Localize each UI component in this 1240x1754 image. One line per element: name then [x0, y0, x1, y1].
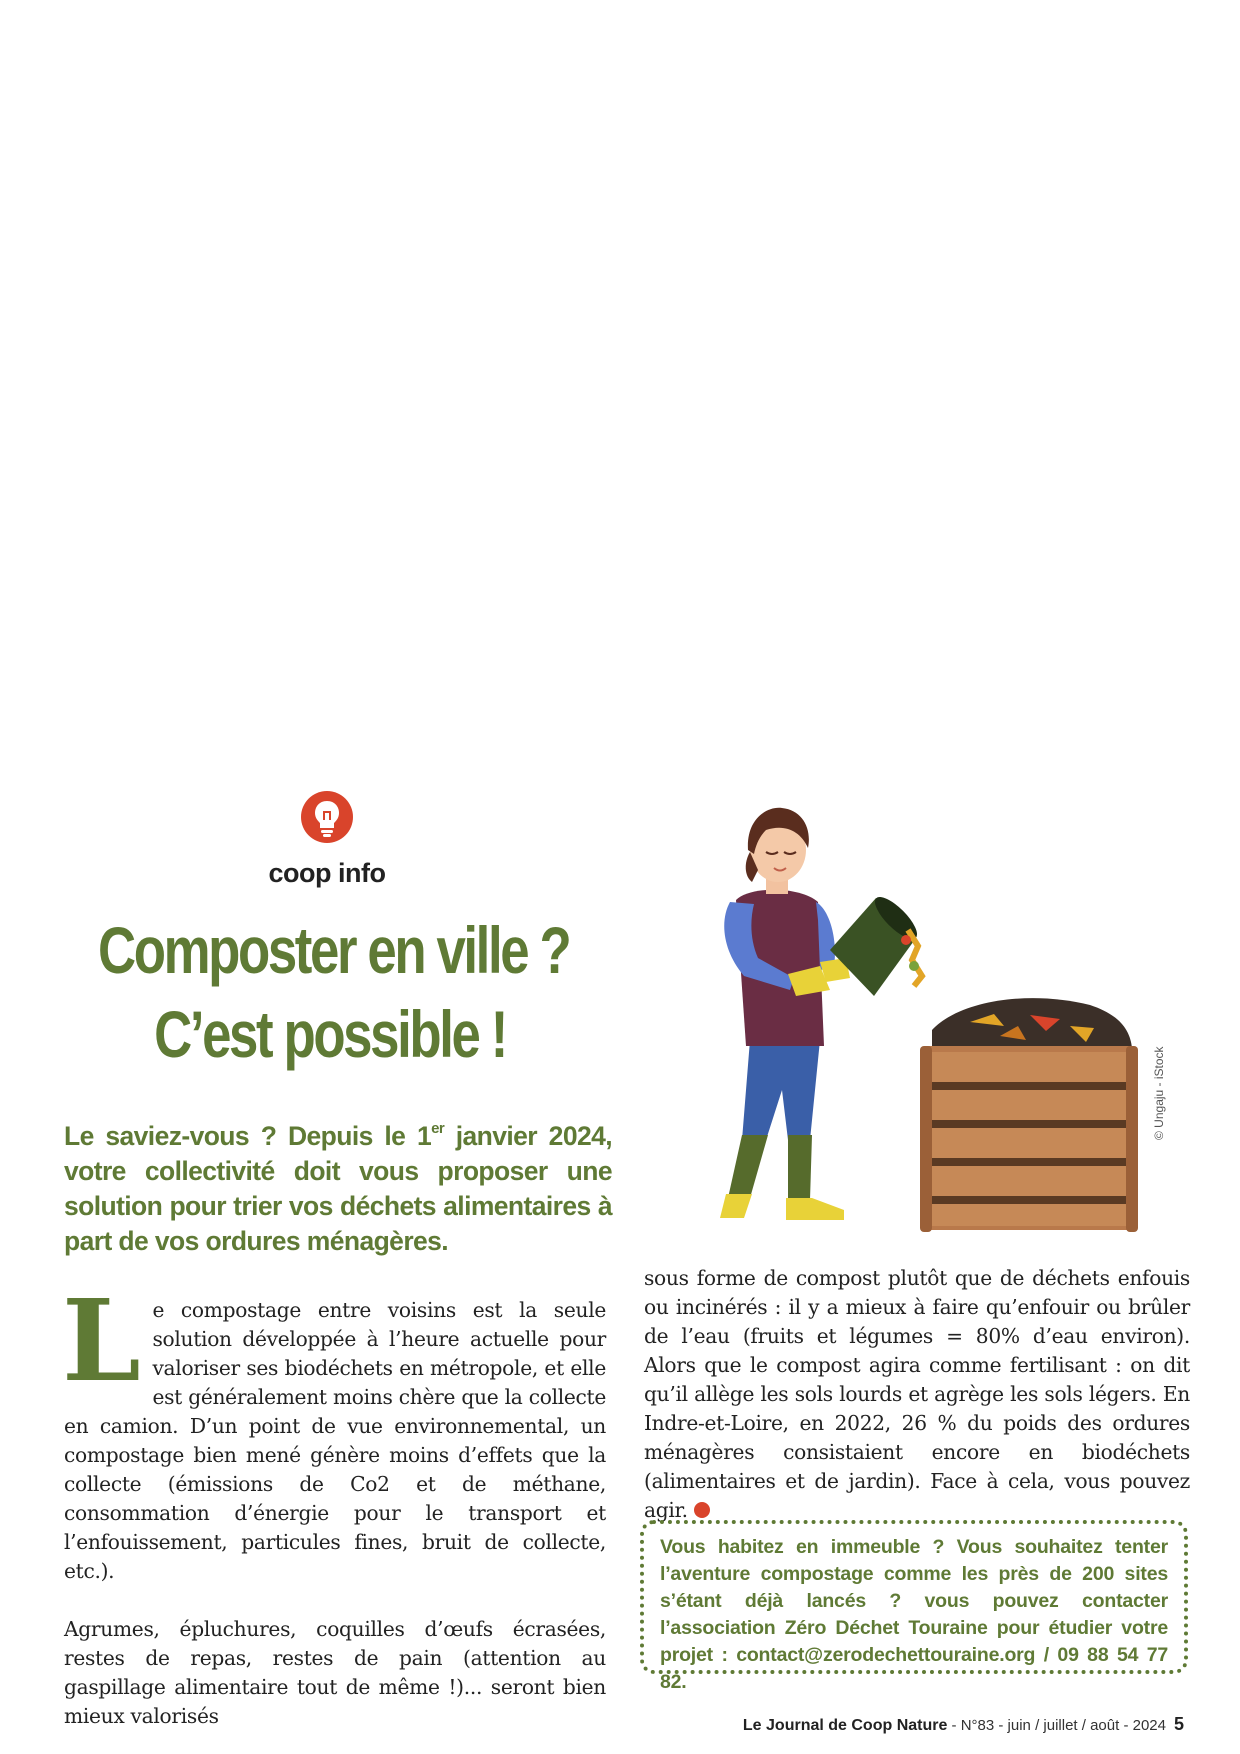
- body-paragraph-1-text: e compostage entre voisins est la seule solution développée à l’heure actuelle pour valoriser ses biodéchets en métropole, et elle est généralement moins chère que la collecte en camion. D’un point de vue environnemental, un compostage bien mené génère moins d’effets que la collecte (émissions de Co2 et de méthane, consommation d’énergie pour le transport et l’enfouissement, particules fines, bruit de collecte, etc.).: [64, 1298, 606, 1583]
- body-paragraph-1: [62, 1276, 606, 1586]
- page-number: 5: [1173, 1714, 1184, 1734]
- lead-part-1: Le saviez-vous ? Depuis le 1: [64, 1121, 432, 1151]
- title-line-2: C’est possible !: [154, 997, 506, 1071]
- body-paragraph-3: [644, 1264, 1190, 1525]
- lightbulb-icon: [300, 790, 354, 844]
- issue-info: - N°83 - juin / juillet / août - 2024: [947, 1717, 1166, 1734]
- journal-name: Le Journal de Coop Nature: [742, 1717, 948, 1734]
- body-paragraph-2: Agrumes, épluchures, coquilles d’œufs écrasées, restes de repas, restes de pain (attention au gaspillage alimentaire tout de même !)... seront bien mieux valorisés: [64, 1617, 606, 1728]
- woman-composting-illustration: [670, 790, 1150, 1250]
- end-dot-icon: [694, 1502, 710, 1518]
- lead-paragraph: [64, 1119, 612, 1259]
- photo-credit: © Ungaju - iStock: [1152, 1046, 1166, 1140]
- section-label: coop info: [268, 858, 386, 888]
- page-footer: [743, 1714, 1184, 1735]
- infobox-text: Vous habitez en immeuble ? Vous souhaitez tenter l’aventure compostage comme les près de 200 sites s’étant déjà lancés ? vous pouvez contacter l’association Zéro Déchet Touraine pour étudier votre projet : contact@zerodechettouraine.org / 09 88 54 77 82.: [660, 1536, 1168, 1693]
- contact-infobox: [640, 1520, 1188, 1693]
- body-column-2: [644, 1264, 1190, 1525]
- lead-part-2: janvier 2024, votre collectivité doit vous proposer une solution pour trier vos déchets alimentaires à part de vos ordures ménagères.: [64, 1121, 612, 1256]
- body-column-1: [62, 1276, 606, 1731]
- page-title: [98, 908, 570, 1076]
- drop-cap: L: [62, 1276, 141, 1407]
- body-paragraph-3-text: sous forme de compost plutôt que de déchets enfouis ou incinérés : il y a mieux à faire qu’enfouir ou brûler de l’eau (fruits et légumes = 80% d’eau environ). Alors que le compost agira comme fertilisant : on dit qu’il allège les sols lourds et agrège les sols légers. En Indre-et-Loire, en 2022, 26 % du poids des ordures ménagères consistaient encore en biodéchets (alimentaires et de jardin). Face à cela, vous pouvez agir.: [644, 1266, 1190, 1522]
- title-line-1: Composter en ville ?: [98, 913, 570, 987]
- lead-superscript: er: [431, 1120, 445, 1137]
